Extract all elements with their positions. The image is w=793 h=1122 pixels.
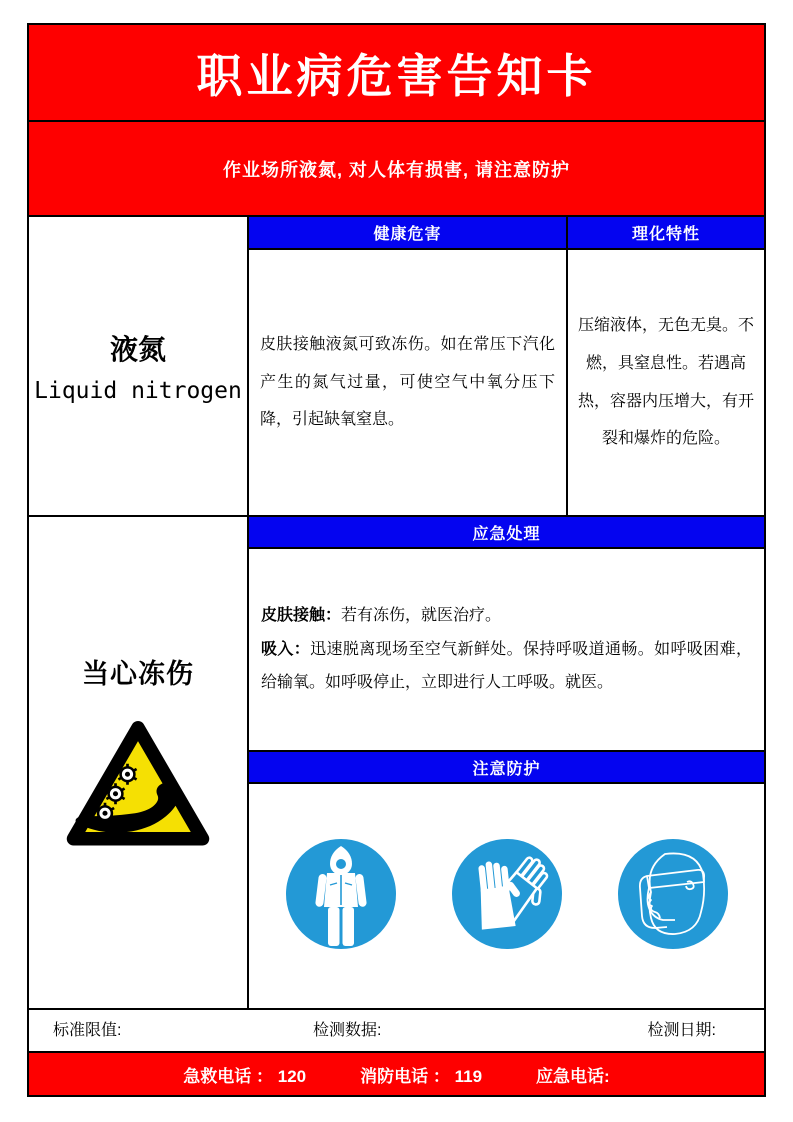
health-hazard-header: 健康危害 <box>249 217 568 248</box>
health-hazard-cell <box>249 250 568 515</box>
physchem-properties-cell <box>568 250 764 515</box>
protection-notice-header: 注意防护 <box>249 752 764 784</box>
physchem-properties-text: 压缩液体，无色无臭。不燃，具窒息性。若遇高热，容器内压增大，有开裂和爆炸的危险。 <box>577 317 754 448</box>
card-title-band <box>29 25 764 122</box>
skin-contact-text: 若有冻伤，就医治疗。 <box>341 607 502 625</box>
first-aid-phone-number: 120 <box>277 1066 307 1086</box>
frostbite-warning-label: 当心冻伤 <box>82 659 194 689</box>
main-table <box>29 217 764 1010</box>
left-column <box>29 217 249 1008</box>
hazard-properties-row <box>249 250 764 517</box>
fire-phone <box>360 1062 482 1087</box>
fire-phone-number: 119 <box>454 1066 483 1086</box>
health-hazard-text: 皮肤接触液氮可致冻伤。如在常压下汽化产生的氮气过量，可使空气中氧分压下降，引起缺氧窒息。 <box>260 336 555 429</box>
physchem-properties-header: 理化特性 <box>568 217 764 248</box>
substance-name-cell <box>29 217 247 517</box>
emergency-inhalation-line <box>261 633 752 700</box>
face-shield-icon <box>616 837 730 956</box>
detection-date-label: 检测日期: <box>647 1022 716 1039</box>
emergency-treatment-cell <box>249 549 764 752</box>
section-header-row <box>249 217 764 250</box>
protective-suit-icon <box>284 837 398 956</box>
page-title: 职业病危害告知卡 <box>196 49 597 102</box>
ppe-icons-cell <box>249 784 764 1008</box>
measurement-labels-row <box>29 1010 764 1053</box>
emergency-phone-label: 应急电话: <box>536 1066 610 1086</box>
hazard-card <box>27 23 766 1097</box>
first-aid-phone-label: 急救电话 ： <box>183 1066 274 1086</box>
emergency-phone <box>536 1062 610 1087</box>
frostbite-warning-triangle-icon <box>63 717 213 856</box>
hazard-warning-statement: 作业场所液氮, 对人体有损害, 请注意防护 <box>222 159 570 180</box>
inhalation-text: 迅速脱离现场至空气新鲜处。保持呼吸道通畅。如呼吸困难，给输氧。如呼吸停止，立即进行人工呼吸。就医。 <box>261 640 752 692</box>
skin-contact-label: 皮肤接触： <box>261 607 342 625</box>
substance-name-en: Liquid nitrogen <box>34 378 242 404</box>
standard-limit-label: 标准限值: <box>53 1022 122 1039</box>
emergency-treatment-header: 应急处理 <box>249 517 764 549</box>
protective-gloves-icon <box>450 837 564 956</box>
right-column <box>249 217 764 1008</box>
substance-name-cn: 液氮 <box>109 334 166 365</box>
first-aid-phone <box>183 1062 306 1087</box>
warning-sign-cell <box>29 517 247 1008</box>
emergency-phones-band <box>29 1053 764 1095</box>
inhalation-label: 吸入： <box>261 640 311 658</box>
card-subtitle-band <box>29 122 764 217</box>
emergency-skin-contact-line <box>261 599 752 633</box>
detection-data-label: 检测数据: <box>313 1022 382 1039</box>
fire-phone-label: 消防电话 ： <box>360 1066 450 1086</box>
